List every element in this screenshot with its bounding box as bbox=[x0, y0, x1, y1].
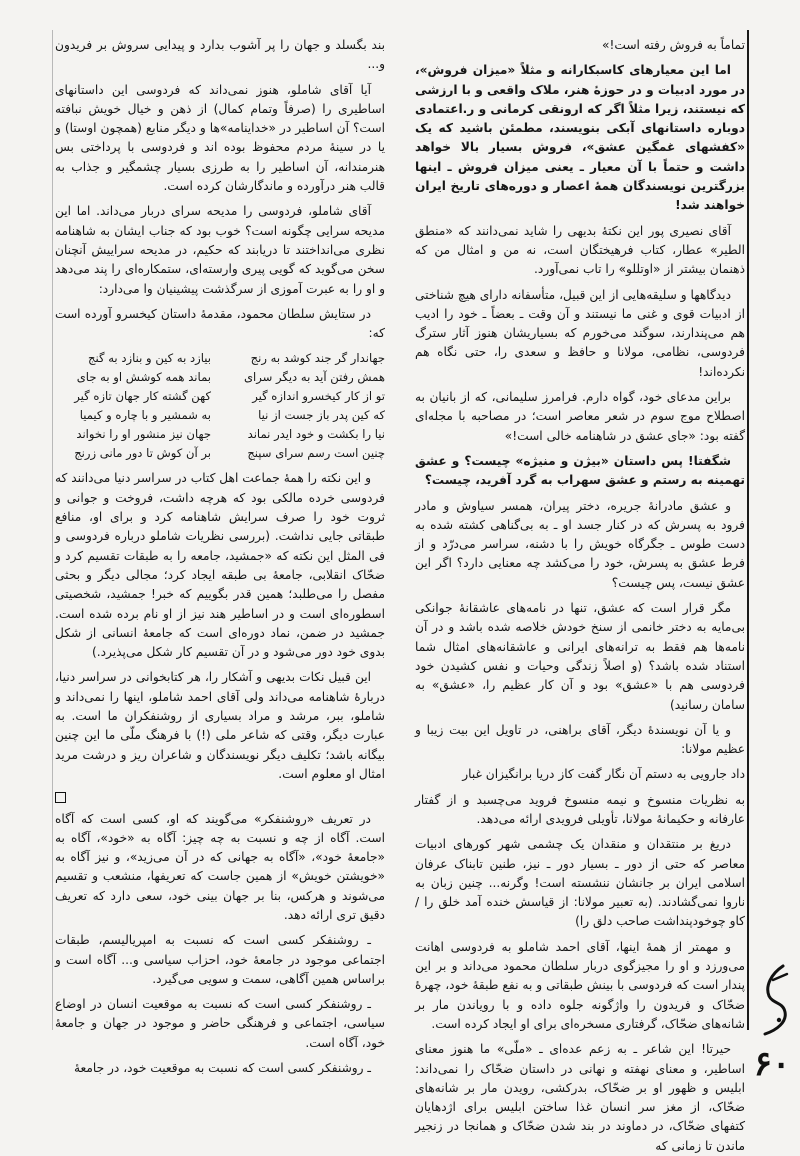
left-margin-rule bbox=[52, 30, 53, 1030]
paragraph: به نظریات منسوخ و نیمه منسوخ فروید می‌چسبد و از گفتار عارفانه و حکیمانهٔ مولانا، تأویلی فرویدی ارائه می‌دهد. bbox=[415, 792, 745, 826]
verse-hemistich: بماند همه کوشش او به جای bbox=[76, 370, 211, 385]
paragraph: آیا آقای شاملو، هنوز نمی‌داند که فردوسی این داستانهای اساطیری را (صرفاً وتمام کمال) از ذهن و خیال خویش نبافته است؟ آن اساطیر در «خداینامه»ها و دیگر منابع (همچون اوستا) و یا در سینهٔ مردم محفوظ بوده اند و فردوسی با پرداختی بس هنرمندانه، آن اساطیر را به طرزی بسیار چشمگیر و جذاب به قالب هنر درآورده و ماندگارشان کرده است. bbox=[55, 82, 385, 194]
paragraph: دریغ بر منتقدان و منقدان یک چشمی شهر کورهای ادبیات معاصر که حتی از دور ـ بسیار دور ـ نیز، طنین تابناک عرفان اسلامی ایران بر جانشان ننشسته است! وگرنه... چنین زبان به ناروا نمی‌گشادند. (به تعبیر مولانا: از قیاسش خنده آمد خلق را / کاو چوخودپنداشت صاحب دلق را) bbox=[415, 837, 745, 929]
paragraph: حیرتا! این شاعر ـ به زعم عده‌ای ـ «ملّی» ما هنوز معنای اساطیر، و معنای نهفته و نهانی در داستان ضحّاک را نمی‌داند: ابلیس و ظهور او بر ضحّاک، بدرکشی، رویدن مار بر شانه‌های ضحّاک، از مغز سر انسان غذا ساختن ابلیس برای اژدهایان کتفهای ضحّاک، در دماوند در بند شدن ضحّاک و همانجا در زنجیر ماندن تا زمانی که bbox=[415, 1042, 745, 1153]
verse-line: داد جارویی به دستم آن نگار گفت کاز دریا برانگیزان غبار bbox=[462, 767, 745, 782]
paragraph: در ستایش سلطان محمود، مقدمهٔ داستان کیخسرو آورده است که: bbox=[55, 306, 385, 341]
paragraph: براین مدعای خود، گواه دارم. فرامرز سلیمانی، که از بانیان به اصطلاح موج سوم در شعر معاصر است؛ در مصاحبه با مجله‌ای گفته بود: «جای عشق در شاهنامه خالی است!» bbox=[415, 390, 745, 443]
paragraph: در تعریف «روشنفکر» می‌گویند که او، کسی است که آگاه است. آگاه از چه و نسبت به چه چیز: آگاه به «خود»، آگاه به «جامعهٔ خود»، «آگاه به جهانی که در آن می‌زید»، و نیز آگاه به «خویشتن خویش» از همین جاست که تعریفها، منشعب و تقسیم می‌شوند و هرکس، بنا بر جهان بینی خود، سعی دارد که تعریف دقیق تری ارائه دهد. bbox=[55, 811, 385, 922]
verse-hemistich: که کین پدر باز جست از نیا bbox=[258, 408, 385, 423]
verse-hemistich: جهان نیز منشور او را نخواند bbox=[76, 427, 211, 442]
verse-hemistich: تو از کار کیخسرو اندازه گیر bbox=[252, 389, 385, 404]
poem-verses bbox=[55, 349, 385, 463]
section-end-mark-wrap bbox=[55, 790, 385, 809]
paragraph: شگفتا! پس داستان «بیژن و منیژه» چیست؟ و عشق تهمینه به رستم و عشق سهراب به گرد آفرید، چیست؟ bbox=[415, 453, 745, 488]
paragraph: ـ روشنفکر کسی است که نسبت به موقعیت خود، در جامعهٔ bbox=[73, 1061, 371, 1076]
paragraph: اما این معیارهای کاسبکارانه و مثلاً «میزان فروش»، در مورد ادبیات و در حوزهٔ هنر، ملاک واقعی و با ارزشی که نیستند، زیرا مثلاً اگر که ارونقی کرمانی و ر.اعتمادی دوباره داستانهای آبکی بنویسند، مطمئن باشید که یک «کفشهای غمگین عشق»، فروش بسیار بالا خواهد داشت و حتماً با آن معیار ـ یعنی میزان فروش ـ اینها بزرگترین نویسندگان همهٔ اعصار و دوره‌های تاریخ ایران خواهند شد! bbox=[415, 63, 745, 213]
verse-hemistich: کهن گشته کار جهان تازه گیر bbox=[74, 389, 211, 404]
paragraph: آقای نصیری پور این نکتهٔ بدیهی را شاید نمی‌دانند که «منطق الطیر» عطار، کتاب فرهیختگان است، نه من و امثال من که ذهنمان بیشتر از «اوتللو» را تاب نمی‌آورد. bbox=[415, 223, 745, 277]
paragraph: مگر قرار است که عشق، تنها در نامه‌های عاشقانهٔ جوانکی بی‌مایه به دختر خانمی از سنخ خودش خلاصه شده باشد و در آن نامه‌ها هم فقط به ترانه‌های ایرانی و عاشقانه‌های امثال شما استناد شده باشد؟ (و اصلاً زندگی وحیات و نفس کشیدن خود فردوسی هم با «عشق» بود و آن کار عظیم را، «عشق» به سامان رسانید) bbox=[415, 601, 745, 712]
section-end-square-icon bbox=[55, 792, 66, 803]
paragraph: و این نکته را همهٔ جماعت اهل کتاب در سراسر دنیا می‌دانند که فردوسی خرده مالکی بود که هرچه داشت، فروخت و جوانی و ثروت خود را صرف سرایش شاهنامه کرد و برای او، منافع طبقاتی جایی نداشت. (بررسی نظریات شاملو درباره فردوسی و فی المثل این نکته که «جمشید، جامعه را به طبقات تقسیم کرد و ضحّاک انقلابی، جامعهٔ بی طبقه ایجاد کرد؛ مجالی دیگر و بحثی مفصل را می‌طلبد؛ همین قدر بگوییم که خبر! جمشید، شخصیتی اسطوره‌ای است و در اساطیر هند نیز از او نام برده شده است. جمشید در ضمن، نماد دوره‌ای است که جامعهٔ انسانی از شکل بدوی خود دور می‌شود و در آن تقسیم کار شکل می‌پذیرد.) bbox=[55, 471, 385, 660]
right-text-column bbox=[415, 36, 745, 1153]
paragraph: تماماً به فروش رفته است!» bbox=[602, 38, 745, 52]
paragraph: آقای شاملو، فردوسی را مدیحه سرای دربار می‌داند. اما این مدیحه سرایی چگونه است؟ خوب بود که جناب ایشان به شاهنامه نظری می‌انداختند تا دریابند که حکیم، در مدیحه سراییش آنچنان سخن می‌گوید که گویی پیری وارسته‌ای، ستمکاره‌ای را پند می‌دهد و او را به عبرت آموزی از سرگذشت پیشینیان وا می‌دارد: bbox=[55, 204, 385, 296]
paragraph: بند بگسلد و جهان را پر آشوب بدارد و پیدایی سروش بر فریدون و... bbox=[55, 38, 385, 72]
paragraph: و مهمتر از همهٔ اینها، آقای احمد شاملو به فردوسی اهانت می‌ورزد و او را مجیزگوی دربار سلطان محمود می‌داند و بر این پندار است که فردوسی با بینش طبقاتی و به نفع طبقهٔ خود، چهرهٔ ضحّاک و فریدون را واژگونه جلوه داده و با رویاندن مار بر شانه‌های ضحّاک، گرفتاری مسخره‌ای برای او ایجاد کرده است. bbox=[415, 939, 745, 1031]
verse-hemistich: به شمشیر و با چاره و کیمیا bbox=[79, 408, 211, 423]
magazine-logo-icon bbox=[753, 960, 797, 1040]
paragraph: ـ روشنفکر کسی است که نسبت به موقعیت انسان در اوضاع سیاسی، اجتماعی و فرهنگی حاضر و موجود در جهان و جامعهٔ خود، آگاه است. bbox=[55, 997, 385, 1050]
paragraph: و یا آن نویسندهٔ دیگر، آقای براهنی، در تاویل این بیت زیبا و عظیم مولانا: bbox=[415, 722, 745, 757]
verse-hemistich: جهاندار گر جند کوشد به رنج bbox=[250, 351, 385, 366]
verse-hemistich: همش رفتن آید به دیگر سرای bbox=[243, 370, 385, 385]
right-margin-rule bbox=[747, 30, 749, 1030]
left-text-column bbox=[55, 36, 385, 1076]
verse-hemistich: بیازد به کین و بنازد به گنج bbox=[88, 351, 211, 366]
paragraph: ـ روشنفکر کسی است که نسبت به امپریالیسم، طبقات اجتماعی موجود در جامعهٔ خود، احزاب سیاسی و... آگاه است و براساس همین آگاهی، سمت و سویی می‌گیرد. bbox=[55, 933, 385, 986]
verse-hemistich: نیا را بکشت و خود ایدر نماند bbox=[247, 427, 385, 442]
paragraph: دیدگاهها و سلیقه‌هایی از این قبیل، متأسفانه دارای هیچ شناختی از ادبیات قوی و غنی ما نیستند و آن وقت ـ بعضاً ـ خود را ادیب هم می‌پندارند، سوگند می‌خورم که بسیاریشان هنوز آثار سترگ فردوسی، نظامی، مولانا و حافظ و سعدی را، حتی نگاه هم نکرده‌اند! bbox=[415, 287, 745, 379]
paragraph: این قبیل نکات بدیهی و آشکار را، هر کتابخوانی در سراسر دنیا، دربارهٔ شاهنامه می‌داند ولی آقای احمد شاملو، اینها را نمی‌داند و شاملو، ببر، مرشد و مراد بسیاری از روشنفکران ما است. به عبارت دیگر، وقتی که شاعر ملی (!) با فرهنگ ملّی ما این چنین بیگانه باشد؛ تکلیف دیگر نویسندگان و شاعران ریز و درشت مرید امثال او معلوم است. bbox=[55, 670, 385, 781]
verse-hemistich: چنین است رسم سرای سپنج bbox=[247, 446, 385, 461]
verse-hemistich: بر آن کوش تا دور مانی زرنج bbox=[74, 446, 211, 461]
paragraph: و عشق مادرانهٔ جریره، دختر پیران، همسر سیاوش و مادر فرود به پسرش که در کنار جسد او ـ به بی‌گناهی کشته شده به دست طوس ـ جگرگاه خویش را با دشنه، سراسر می‌درّد و از فرط عشق به پسرش، خود را می‌کشد چه معنایی دارد؟ اگر این عشق نیست، پس چیست؟ bbox=[415, 498, 745, 590]
page-number: ۶۰ bbox=[753, 1044, 791, 1084]
